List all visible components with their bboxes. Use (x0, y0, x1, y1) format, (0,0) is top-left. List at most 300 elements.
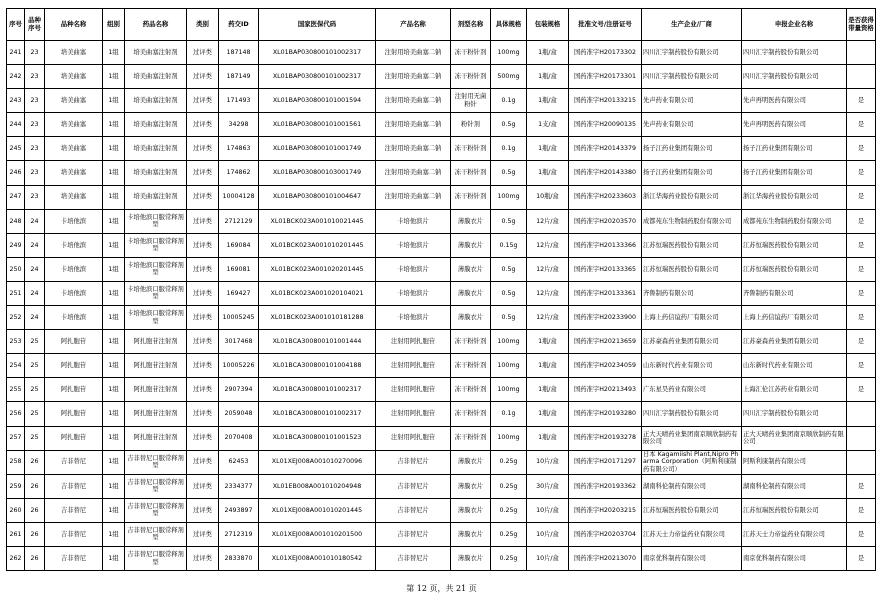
table-cell: 12片/盒 (527, 281, 569, 305)
table-cell: 1瓶/盒 (527, 65, 569, 89)
table-cell: 薄膜衣片 (451, 209, 491, 233)
table-cell: 10005245 (219, 306, 259, 330)
table-row (7, 498, 876, 522)
table-cell: 广东星昊药业有限公司 (642, 378, 742, 402)
table-cell: 100mg (491, 426, 527, 450)
table-cell: 是 (847, 522, 876, 546)
table-cell: 0.25g (491, 546, 527, 570)
table-cell: 国药准字H20173302 (569, 41, 642, 65)
header-cell: 具体规格 (491, 9, 527, 41)
table-cell: 过评类 (187, 65, 219, 89)
table-cell: 1组 (103, 281, 125, 305)
table-cell: XL01BAP030800101001594 (259, 89, 376, 113)
table-cell: 1组 (103, 185, 125, 209)
table-cell: 1组 (103, 137, 125, 161)
table-cell: 冻干粉针剂 (451, 354, 491, 378)
table-cell: 注射用阿扎胞苷 (376, 402, 451, 426)
table-cell: 正大天晴药业集团南京顺欣制药有限公司 (742, 426, 847, 450)
table-cell: XL01BCA300800101002317 (259, 402, 376, 426)
table-row (7, 402, 876, 426)
table-cell: 1组 (103, 546, 125, 570)
table-cell: 扬子江药业集团有限公司 (642, 161, 742, 185)
table-cell: 齐鲁制药有限公司 (742, 281, 847, 305)
table-cell: 是 (847, 474, 876, 498)
table-cell: 1组 (103, 65, 125, 89)
table-cell: 国药准字H20213659 (569, 330, 642, 354)
table-cell: 1瓶/盒 (527, 354, 569, 378)
table-cell: 国药准字H20171297 (569, 450, 642, 474)
table-cell: 卡培他滨片 (376, 281, 451, 305)
table-cell: 国药准字H20193278 (569, 426, 642, 450)
table-cell: 注射用阿扎胞苷 (376, 426, 451, 450)
header-cell: 药交ID (219, 9, 259, 41)
table-cell: 薄膜衣片 (451, 498, 491, 522)
table-cell: 253 (7, 330, 25, 354)
table-cell: XL01BCA300800101002317 (259, 378, 376, 402)
header-cell: 剂型名称 (451, 9, 491, 41)
table-cell: 注射用阿扎胞苷 (376, 354, 451, 378)
table-row (7, 378, 876, 402)
table-cell: 南京优科制药有限公司 (742, 546, 847, 570)
table-cell: 2070408 (219, 426, 259, 450)
table-cell: 1瓶/盒 (527, 402, 569, 426)
table-cell: 是 (847, 281, 876, 305)
table-cell: 171493 (219, 89, 259, 113)
table-cell: XL01BAP030800101004647 (259, 185, 376, 209)
table-cell: 12片/盒 (527, 209, 569, 233)
table-cell: 12片/盒 (527, 233, 569, 257)
table-cell: 培美曲塞注射剂 (125, 89, 187, 113)
table-cell: 1瓶/盒 (527, 161, 569, 185)
table-row (7, 65, 876, 89)
table-cell: 0.25g (491, 474, 527, 498)
table-cell: 卡培他滨 (45, 233, 103, 257)
header-cell: 组别 (103, 9, 125, 41)
table-cell: 248 (7, 209, 25, 233)
table-cell: 245 (7, 137, 25, 161)
table-cell: XL01BCK023A001010021445 (259, 209, 376, 233)
header-cell: 是否获得带量资格 (847, 9, 876, 41)
table-cell: 2712129 (219, 209, 259, 233)
table-cell: 过评类 (187, 306, 219, 330)
table-cell: 正大天晴药业集团南京顺欣制药有限公司 (642, 426, 742, 450)
table-cell: 阿扎胞苷注射剂 (125, 426, 187, 450)
table-cell: 24 (25, 281, 45, 305)
table-row (7, 137, 876, 161)
table-cell: 2712319 (219, 522, 259, 546)
table-cell: 江苏恒瑞医药股份有限公司 (742, 233, 847, 257)
table-cell: 卡培他滨 (45, 257, 103, 281)
table-cell: 0.25g (491, 498, 527, 522)
table-cell: 阿扎胞苷注射剂 (125, 354, 187, 378)
table-cell: 齐鲁制药有限公司 (642, 281, 742, 305)
table-cell: 过评类 (187, 354, 219, 378)
table-cell: 23 (25, 137, 45, 161)
table-cell: 259 (7, 474, 25, 498)
table-cell: 国药准字H20133366 (569, 233, 642, 257)
table-cell: 174862 (219, 161, 259, 185)
table-cell: 阿扎胞苷注射剂 (125, 330, 187, 354)
table-cell: 0.5g (491, 281, 527, 305)
table-cell: 国药准字H20213493 (569, 378, 642, 402)
table-cell: 粉针剂 (451, 113, 491, 137)
table-cell: 过评类 (187, 281, 219, 305)
table-cell: 1瓶/盒 (527, 426, 569, 450)
table-cell: 先声再明医药有限公司 (742, 89, 847, 113)
table-cell: 培美曲塞注射剂 (125, 65, 187, 89)
table-cell: 2059048 (219, 402, 259, 426)
table-cell: 山东新时代药业有限公司 (642, 354, 742, 378)
table-cell (847, 65, 876, 89)
header-cell: 生产企业/厂商 (642, 9, 742, 41)
table-cell: 国药准字H20143379 (569, 137, 642, 161)
table-cell: 26 (25, 474, 45, 498)
table-cell: 卡培他滨口服常释剂型 (125, 281, 187, 305)
table-cell: 先声再明医药有限公司 (742, 113, 847, 137)
table-cell: 卡培他滨 (45, 306, 103, 330)
table-cell: 卡培他滨片 (376, 257, 451, 281)
table-cell: 卡培他滨 (45, 209, 103, 233)
table-cell: 薄膜衣片 (451, 474, 491, 498)
table-cell: 吉非替尼口服常释剂型 (125, 522, 187, 546)
table-cell: 国药准字H20203704 (569, 522, 642, 546)
table-cell: 扬子江药业集团有限公司 (742, 137, 847, 161)
table-row (7, 89, 876, 113)
table-cell: 吉非替尼 (45, 498, 103, 522)
table-cell: XL01BCK023A001020201445 (259, 257, 376, 281)
table-cell: 吉非替尼片 (376, 522, 451, 546)
table-cell: 培美曲塞 (45, 185, 103, 209)
table-cell: 0.1g (491, 89, 527, 113)
table-cell: XL01XEJ008A001010180542 (259, 546, 376, 570)
table-cell: 国药准字H20233900 (569, 306, 642, 330)
table-cell: 过评类 (187, 426, 219, 450)
table-cell: 阿扎胞苷 (45, 354, 103, 378)
table-cell: 注射用培美曲塞二钠 (376, 89, 451, 113)
table-cell: 10005226 (219, 354, 259, 378)
table-cell: 100mg (491, 41, 527, 65)
table-cell: 是 (847, 113, 876, 137)
table-cell: 187149 (219, 65, 259, 89)
table-cell: 23 (25, 161, 45, 185)
table-cell: 四川汇宇制药股份有限公司 (642, 41, 742, 65)
table-cell: 阿扎胞苷 (45, 426, 103, 450)
table-cell: 扬子江药业集团有限公司 (742, 161, 847, 185)
table-cell: 24 (25, 306, 45, 330)
table-cell: 吉非替尼片 (376, 474, 451, 498)
table-cell: 23 (25, 65, 45, 89)
table-cell: 246 (7, 161, 25, 185)
table-cell: 10片/盒 (527, 498, 569, 522)
table-cell: XL01XEJ008A001010201500 (259, 522, 376, 546)
header-cell: 序号 (7, 9, 25, 41)
table-row (7, 474, 876, 498)
table-cell: 上海上药信谊药厂有限公司 (742, 306, 847, 330)
table-cell: 卡培他滨片 (376, 209, 451, 233)
table-cell: 四川汇宇制药股份有限公司 (742, 402, 847, 426)
table-cell: 2493897 (219, 498, 259, 522)
table-cell: 254 (7, 354, 25, 378)
table-cell: 26 (25, 546, 45, 570)
table-cell: 江苏恒瑞医药股份有限公司 (642, 233, 742, 257)
table-cell: 是 (847, 498, 876, 522)
table-cell: 242 (7, 65, 25, 89)
table-cell (847, 426, 876, 450)
table-cell: 国药准字H20203215 (569, 498, 642, 522)
table-cell: 江苏恒瑞医药股份有限公司 (642, 257, 742, 281)
table-cell: 湖南科伦制药有限公司 (742, 474, 847, 498)
table-cell: 1组 (103, 330, 125, 354)
table-cell: 249 (7, 233, 25, 257)
table-cell: 25 (25, 330, 45, 354)
table-cell: 250 (7, 257, 25, 281)
table-cell: 阿扎胞苷 (45, 330, 103, 354)
table-cell: 薄膜衣片 (451, 233, 491, 257)
table-cell (847, 450, 876, 474)
table-cell: 10片/盒 (527, 546, 569, 570)
table-cell: 四川汇宇制药股份有限公司 (742, 41, 847, 65)
table-cell: 260 (7, 498, 25, 522)
table-cell: 0.1g (491, 402, 527, 426)
table-cell: 1组 (103, 378, 125, 402)
table-cell: 培美曲塞 (45, 89, 103, 113)
table-cell: 187148 (219, 41, 259, 65)
table-cell: 过评类 (187, 474, 219, 498)
table-cell: 山东新时代药业有限公司 (742, 354, 847, 378)
table-cell: 174863 (219, 137, 259, 161)
table-cell: 冻干粉针剂 (451, 402, 491, 426)
table-cell: 1组 (103, 498, 125, 522)
table-cell: XL01BCA300800101001523 (259, 426, 376, 450)
table-cell: 23 (25, 185, 45, 209)
table-cell: 24 (25, 257, 45, 281)
table-row (7, 257, 876, 281)
table-cell: 南京优科制药有限公司 (642, 546, 742, 570)
table-cell: 过评类 (187, 378, 219, 402)
table-cell: 1组 (103, 257, 125, 281)
table-cell: XL01XEJ008A001010270096 (259, 450, 376, 474)
table-cell: 注射用培美曲塞二钠 (376, 65, 451, 89)
table-cell: 1瓶/盒 (527, 89, 569, 113)
table-cell: 过评类 (187, 498, 219, 522)
table-cell: 吉非替尼片 (376, 450, 451, 474)
table-cell: 1支/盒 (527, 113, 569, 137)
header-cell: 类别 (187, 9, 219, 41)
table-cell: 卡培他滨口服常释剂型 (125, 306, 187, 330)
table-row (7, 330, 876, 354)
header-cell: 产品名称 (376, 9, 451, 41)
table-cell: 262 (7, 546, 25, 570)
table-cell: 12片/盒 (527, 306, 569, 330)
table-cell: 过评类 (187, 450, 219, 474)
table-cell: 1组 (103, 89, 125, 113)
table-cell: 12片/盒 (527, 257, 569, 281)
table-cell: 1组 (103, 522, 125, 546)
table-cell: 江苏天士力帝益药业有限公司 (642, 522, 742, 546)
table-cell: 吉非替尼 (45, 546, 103, 570)
table-cell: 过评类 (187, 522, 219, 546)
table-cell: 国药准字H20234059 (569, 354, 642, 378)
table-cell: 培美曲塞 (45, 113, 103, 137)
table-cell: XL01BAP030800101002317 (259, 41, 376, 65)
table-cell: 0.5g (491, 161, 527, 185)
table-cell: XL01BAP030800101002317 (259, 65, 376, 89)
table-row (7, 41, 876, 65)
table-cell: 243 (7, 89, 25, 113)
table-cell: 过评类 (187, 233, 219, 257)
table-cell: 江苏豪森药业集团有限公司 (642, 330, 742, 354)
table-cell: 251 (7, 281, 25, 305)
table-cell: 26 (25, 498, 45, 522)
table-cell: XL01XEJ008A001010201445 (259, 498, 376, 522)
table-cell: 国药准字H20233603 (569, 185, 642, 209)
table-cell: XL01BCK023A001010181288 (259, 306, 376, 330)
table-cell: 阿扎胞苷注射剂 (125, 378, 187, 402)
header-cell: 批准文号/注册证号 (569, 9, 642, 41)
table-cell: 100mg (491, 354, 527, 378)
table-cell: 过评类 (187, 402, 219, 426)
table-row (7, 281, 876, 305)
table-cell: 培美曲塞注射剂 (125, 41, 187, 65)
table-cell: 冻干粉针剂 (451, 41, 491, 65)
table-cell: 培美曲塞 (45, 161, 103, 185)
table-cell: 25 (25, 402, 45, 426)
table-cell: 吉非替尼 (45, 474, 103, 498)
table-cell: 过评类 (187, 89, 219, 113)
table-cell: 100mg (491, 330, 527, 354)
table-cell: 先声药业有限公司 (642, 89, 742, 113)
table-cell: 注射用培美曲塞二钠 (376, 113, 451, 137)
table-cell: 100mg (491, 185, 527, 209)
table-cell: 2334377 (219, 474, 259, 498)
table-cell: 0.1g (491, 137, 527, 161)
drug-list-table (6, 8, 876, 571)
table-cell: 169427 (219, 281, 259, 305)
table-cell: 1瓶/盒 (527, 137, 569, 161)
table-cell: 培美曲塞注射剂 (125, 185, 187, 209)
table-cell: 100mg (491, 378, 527, 402)
table-cell: 卡培他滨片 (376, 306, 451, 330)
table-cell: XL01EB008A001010204948 (259, 474, 376, 498)
table-cell: 是 (847, 89, 876, 113)
table-cell: 日本 Kagamiishi Plant,Nipro Pharma Corporation（阿斯利康制药有限公司） (642, 450, 742, 474)
table-cell: 0.15g (491, 233, 527, 257)
table-body (7, 41, 876, 571)
header-cell: 国家医保代码 (259, 9, 376, 41)
table-cell: 24 (25, 209, 45, 233)
table-cell: 国药准字H20143380 (569, 161, 642, 185)
table-cell: 244 (7, 113, 25, 137)
table-cell: 25 (25, 378, 45, 402)
table-cell: 吉非替尼片 (376, 546, 451, 570)
table-cell: 注射用培美曲塞二钠 (376, 185, 451, 209)
table-cell: 薄膜衣片 (451, 281, 491, 305)
table-cell: 252 (7, 306, 25, 330)
table-cell: 25 (25, 354, 45, 378)
table-cell: 冻干粉针剂 (451, 426, 491, 450)
table-cell: 26 (25, 522, 45, 546)
table-cell: 冻干粉针剂 (451, 378, 491, 402)
table-cell: 是 (847, 546, 876, 570)
table-cell: 上海上药信谊药厂有限公司 (642, 306, 742, 330)
table-cell: 江苏恒瑞医药股份有限公司 (742, 257, 847, 281)
table-cell: 成都苑东生物制药股份有限公司 (742, 209, 847, 233)
table-cell: 256 (7, 402, 25, 426)
table-cell: 3017468 (219, 330, 259, 354)
table-cell: XL01BCA300800101004188 (259, 354, 376, 378)
table-cell: 卡培他滨口服常释剂型 (125, 209, 187, 233)
table-cell: 阿扎胞苷 (45, 402, 103, 426)
table-cell: 1组 (103, 402, 125, 426)
table-cell: 培美曲塞注射剂 (125, 137, 187, 161)
table-cell: 吉非替尼口服常释剂型 (125, 498, 187, 522)
table-cell: 注射用阿扎胞苷 (376, 378, 451, 402)
page-footer: 第 12 页，共 21 页 (406, 584, 477, 593)
table-cell: 23 (25, 113, 45, 137)
table-cell: 浙江华海药业股份有限公司 (742, 185, 847, 209)
table-cell: 国药准字H20133215 (569, 89, 642, 113)
table-cell: 国药准字H20090135 (569, 113, 642, 137)
table-cell: 2833870 (219, 546, 259, 570)
table-cell: 阿扎胞苷 (45, 378, 103, 402)
table-cell: 过评类 (187, 113, 219, 137)
table-cell: 0.5g (491, 209, 527, 233)
table-cell: 是 (847, 378, 876, 402)
table-cell: 500mg (491, 65, 527, 89)
table-cell: 30片/盒 (527, 474, 569, 498)
table-cell: 1组 (103, 450, 125, 474)
table-cell: 257 (7, 426, 25, 450)
table-cell: 261 (7, 522, 25, 546)
table-row (7, 113, 876, 137)
table-cell: 国药准字H20213070 (569, 546, 642, 570)
table-cell: 10004128 (219, 185, 259, 209)
table-cell: 阿斯利康制药有限公司 (742, 450, 847, 474)
table-cell: 江苏恒瑞医药股份有限公司 (642, 498, 742, 522)
table-row (7, 426, 876, 450)
table-cell: 成都苑东生物制药股份有限公司 (642, 209, 742, 233)
table-cell: 吉非替尼口服常释剂型 (125, 474, 187, 498)
table-cell: 25 (25, 426, 45, 450)
table-cell: 薄膜衣片 (451, 522, 491, 546)
table-cell: 10片/盒 (527, 522, 569, 546)
table-cell: 国药准字H20193280 (569, 402, 642, 426)
table-cell: 1组 (103, 41, 125, 65)
table-cell: 薄膜衣片 (451, 546, 491, 570)
table-cell: 1组 (103, 474, 125, 498)
table-cell: 注射用无菌粉针 (451, 89, 491, 113)
table-cell: 吉非替尼片 (376, 498, 451, 522)
table-header-row (7, 9, 876, 41)
table-cell: 10瓶/盒 (527, 185, 569, 209)
table-cell: 过评类 (187, 546, 219, 570)
table-cell: 冻干粉针剂 (451, 330, 491, 354)
table-cell: 冻干粉针剂 (451, 65, 491, 89)
table-cell: 冻干粉针剂 (451, 161, 491, 185)
header-cell: 申报企业名称 (742, 9, 847, 41)
table-cell: 过评类 (187, 209, 219, 233)
table-cell: 2907394 (219, 378, 259, 402)
table-cell: 是 (847, 306, 876, 330)
table-cell: 247 (7, 185, 25, 209)
table-cell: XL01BCA300800101001444 (259, 330, 376, 354)
table-cell: 过评类 (187, 330, 219, 354)
table-cell: 吉非替尼 (45, 450, 103, 474)
table-cell: 是 (847, 257, 876, 281)
table-cell: 241 (7, 41, 25, 65)
table-cell: XL01BCK023A001010201445 (259, 233, 376, 257)
table-cell: 国药准字H20203570 (569, 209, 642, 233)
